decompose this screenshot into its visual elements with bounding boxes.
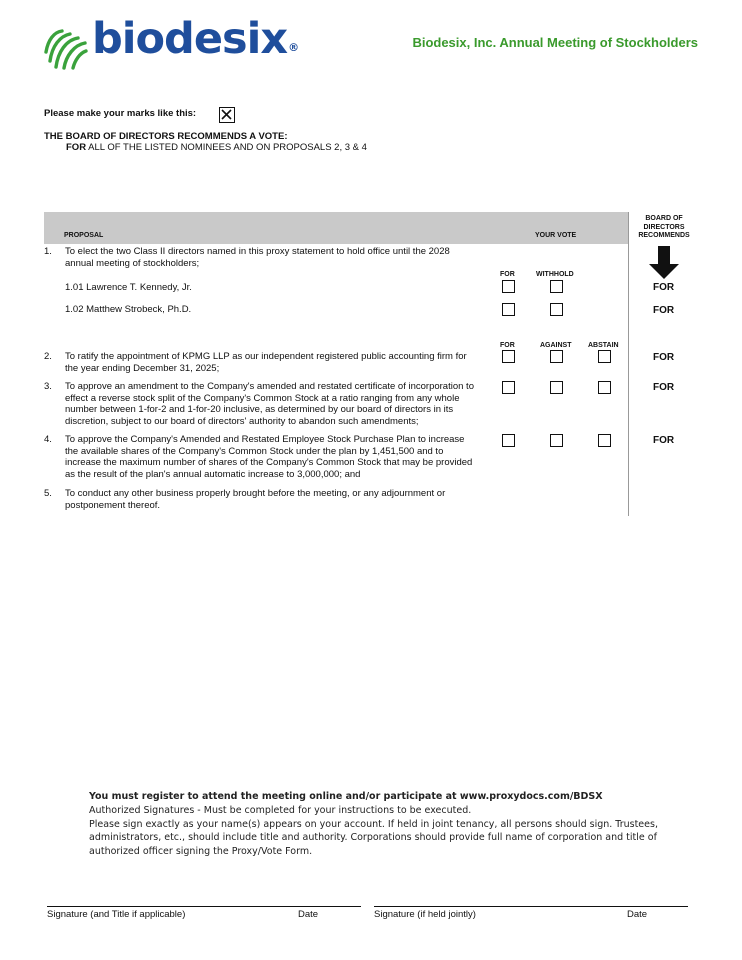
x-mark-box-icon — [219, 107, 235, 123]
proposal-3-text: To approve an amendment to the Company's amended and restated certificate of incorporation to effect a reverse stock split of the Company's Common Stock at a ratio ranging from any whole number between 1-for-2 and 1-for-20 inclusive, as determined by our board of directors in its discretion, subject to our board of directors' authority to abandon such amendments; — [65, 381, 474, 427]
signature-2-line[interactable] — [374, 906, 688, 907]
authorized-signatures-text: Authorized Signatures - Must be completed for your instructions to be executed. — [89, 804, 472, 816]
proposal-4-for-checkbox[interactable] — [502, 434, 515, 447]
nominee-1-label: 1.01 Lawrence T. Kennedy, Jr. — [65, 282, 192, 293]
proposal-4-recommendation: FOR — [653, 435, 675, 446]
proposal-3-against-checkbox[interactable] — [550, 381, 563, 394]
abstain-label: ABSTAIN — [588, 342, 619, 349]
date-1-label: Date — [298, 909, 319, 920]
proposal-2-number: 2. — [44, 351, 52, 362]
proposal-5-number: 5. — [44, 488, 52, 499]
proposal-4-number: 4. — [44, 434, 52, 445]
column-divider — [628, 212, 629, 516]
date-2-label: Date — [627, 909, 648, 920]
table-header-bar — [44, 212, 628, 244]
proposal-2-recommendation: FOR — [653, 352, 675, 363]
proposal-4-abstain-checkbox[interactable] — [598, 434, 611, 447]
proposal-5-text: To conduct any other business properly brought before the meeting, or any adjournment or postponement thereof. — [65, 488, 446, 511]
proposal-2-text: To ratify the appointment of KPMG LLP as our independent registered public accounting firm for the year ending December 31, 2025; — [65, 351, 467, 374]
withhold-label: WITHHOLD — [536, 271, 574, 278]
proposal-2-against-checkbox[interactable] — [550, 350, 563, 363]
proposal-3-abstain-checkbox[interactable] — [598, 381, 611, 394]
proposal-4-text: To approve the Company's Amended and Restated Employee Stock Purchase Plan to increase the available shares of the Company's Common Stock under the plan by 1,451,500 and to increase the maximum number of shares of the Company's Common Stock that may be provided as the result of the plan's annual automatic increase to 3,000,000; and — [65, 434, 473, 480]
proposal-3-recommendation: FOR — [653, 382, 675, 393]
signature-2-label: Signature (if held jointly) — [374, 909, 476, 920]
nominee-1-recommendation: FOR — [653, 282, 675, 293]
board-recommendation-line: FOR ALL OF THE LISTED NOMINEES AND ON PROPOSALS 2, 3 & 4 — [66, 142, 367, 153]
proposal-1-number: 1. — [44, 246, 52, 257]
nominee-2-for-checkbox[interactable] — [502, 303, 515, 316]
register-url-text: You must register to attend the meeting online and/or participate at www.proxydocs.com/BDSX — [89, 791, 603, 802]
down-arrow-icon — [648, 246, 680, 280]
your-vote-column-header: YOUR VOTE — [535, 232, 577, 239]
for-label: FOR — [500, 271, 515, 278]
board-recommendation-title: THE BOARD OF DIRECTORS RECOMMENDS A VOTE: — [44, 131, 288, 142]
proposal-3-for-checkbox[interactable] — [502, 381, 515, 394]
registration-notice: You must register to attend the meeting online and/or participate at www.proxydocs.com/BDSX Authorized Signatures - Must be completed for your instructions to be executed. Please sign exactly as your name(s) appears on your account. If held in joint tenancy, all persons should sign. Trustees, administrators, etc., should include title and authority. Corporations should provide full name of corporation and title of authorized officer signing the Proxy/Vote Form. — [89, 790, 669, 859]
against-label: AGAINST — [540, 342, 572, 349]
marks-instruction: Please make your marks like this: — [44, 108, 197, 119]
board-recommends-header: BOARD OF DIRECTORS RECOMMENDS — [638, 215, 690, 239]
biodesix-logo-icon — [42, 28, 88, 70]
proposal-1-text: To elect the two Class II directors named in this proxy statement to hold office until the 2028 annual meeting of stockholders; — [65, 246, 450, 269]
proposal-3-number: 3. — [44, 381, 52, 392]
for-label: FOR — [500, 342, 515, 349]
company-logo-text: biodesix® — [92, 14, 299, 64]
nominee-1-withhold-checkbox[interactable] — [550, 280, 563, 293]
signature-1-label: Signature (and Title if applicable) — [47, 909, 186, 920]
nominee-2-withhold-checkbox[interactable] — [550, 303, 563, 316]
nominee-2-recommendation: FOR — [653, 305, 675, 316]
proposal-4-against-checkbox[interactable] — [550, 434, 563, 447]
proposal-2-for-checkbox[interactable] — [502, 350, 515, 363]
meeting-title: Biodesix, Inc. Annual Meeting of Stockholders — [412, 35, 698, 50]
signature-1-line[interactable] — [47, 906, 361, 907]
proposal-2-abstain-checkbox[interactable] — [598, 350, 611, 363]
nominee-1-for-checkbox[interactable] — [502, 280, 515, 293]
nominee-2-label: 1.02 Matthew Strobeck, Ph.D. — [65, 304, 192, 315]
proposal-column-header: PROPOSAL — [64, 232, 104, 239]
